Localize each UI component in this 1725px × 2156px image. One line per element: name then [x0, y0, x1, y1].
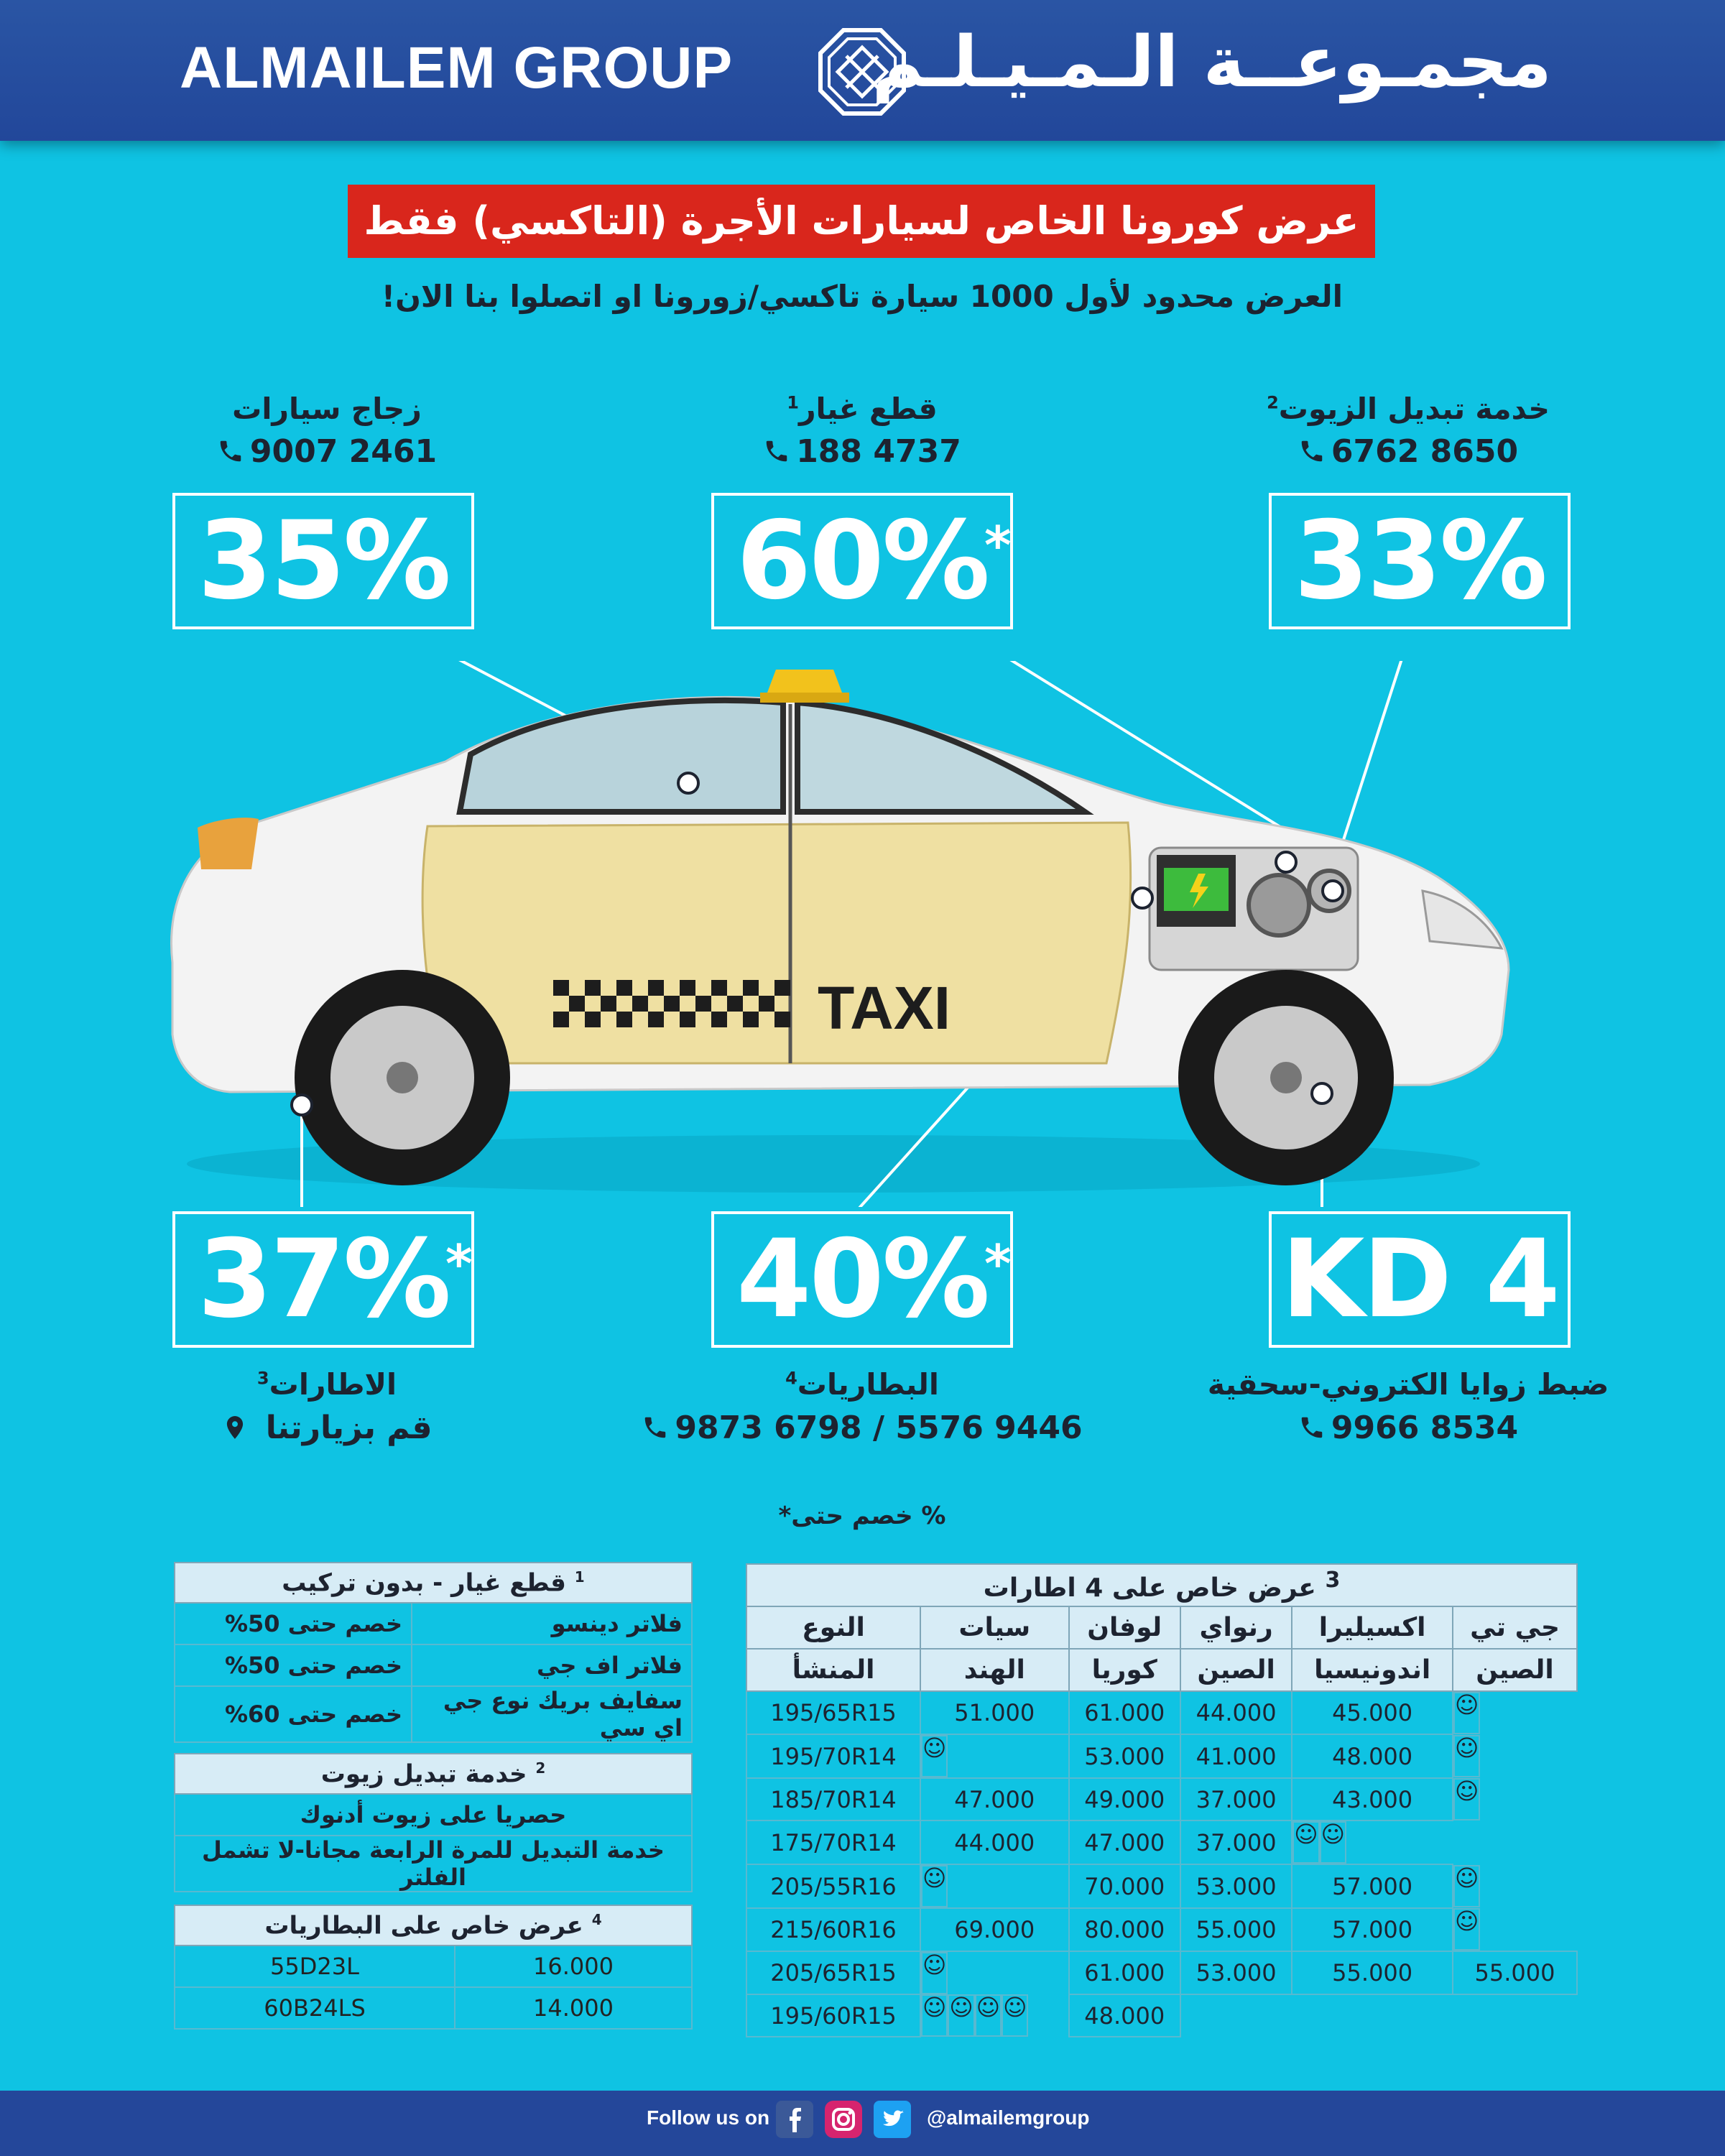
table-header: لوفان [1069, 1606, 1180, 1649]
table-header: الصين [1453, 1649, 1577, 1691]
table-cell: 215/60R16 [746, 1908, 920, 1951]
table-cell: حصريا على زيوت أدنوك [175, 1794, 692, 1836]
table-cell: ☺ [921, 1735, 948, 1777]
table-cell: 80.000 [1069, 1908, 1180, 1951]
table-row [746, 1778, 1577, 1820]
table-cell: 69.000 [920, 1908, 1068, 1951]
table-row [746, 1994, 1577, 2037]
table-cell: ☺ [948, 1994, 974, 2037]
parts-table [174, 1562, 693, 1743]
table-cell: ☺ [1002, 1994, 1028, 2037]
table-header: الهند [920, 1649, 1068, 1691]
batteries-offer-phone[interactable]: 9873 6798 / 5576 9446 [611, 1410, 1114, 1446]
table-cell: ☺ [921, 1865, 948, 1907]
tires-offer-visit[interactable]: قم بزيارتنا [111, 1410, 542, 1446]
table-cell: 175/70R14 [746, 1820, 920, 1864]
tire-origin-row [746, 1649, 1577, 1691]
location-pin-icon [221, 1414, 249, 1441]
table-cell: ☺ [921, 1994, 948, 2037]
parts-offer-phone[interactable]: 188 4737 [647, 433, 1078, 470]
table-cell: ☺ [1292, 1821, 1319, 1864]
glass-discount-box: 35% [172, 493, 474, 629]
table-header: كوريا [1069, 1649, 1180, 1691]
discount-footnote: % خصم حتى* [778, 1502, 946, 1530]
phone-icon [1298, 1414, 1326, 1441]
table-cell: 55.000 [1453, 1951, 1577, 1994]
parts-offer-title: قطع غيار$^1$ [787, 392, 938, 426]
table-row [746, 1734, 1577, 1778]
footer-bar [0, 2091, 1725, 2156]
taxi-label: TAXI [818, 974, 951, 1042]
table-cell: 53.000 [1180, 1864, 1292, 1908]
table-cell: 48.000 [1292, 1734, 1453, 1778]
front-wheel [1178, 970, 1394, 1185]
tire-table-title: $^3$ عرض خاص على 4 اطارات [746, 1564, 1577, 1606]
table-cell: 45.000 [1292, 1691, 1453, 1734]
table-cell: 57.000 [1292, 1864, 1453, 1908]
table-cell: 41.000 [1180, 1734, 1292, 1778]
table-cell: 61.000 [1069, 1951, 1180, 1994]
table-cell: 14.000 [455, 1987, 692, 2029]
table-cell: خصم حتى 50% [175, 1603, 412, 1644]
table-cell: 49.000 [1069, 1778, 1180, 1820]
table-row [746, 1951, 1577, 1994]
parts-discount-box: 60% * [711, 493, 1013, 629]
table-cell: 37.000 [1180, 1820, 1292, 1864]
tires-discount-box: 37% * [172, 1211, 474, 1348]
batteries-offer-title: البطاريات$^4$ [785, 1367, 939, 1402]
table-header: جي تي [1453, 1606, 1577, 1649]
table-cell: ☺ [1453, 1692, 1480, 1734]
table-cell: 51.000 [920, 1691, 1068, 1734]
table-cell: 185/70R14 [746, 1778, 920, 1820]
oil-table-title: $^2$ خدمة تبديل زيوت [175, 1754, 692, 1794]
table-cell: خصم حتى 50% [175, 1644, 412, 1686]
oil-offer-title: خدمة تبديل الزيوت$^2$ [1267, 392, 1550, 426]
table-cell: فلاتر دينسو [412, 1603, 692, 1644]
phone-icon [217, 438, 244, 465]
alignment-price-box: KD 4 [1269, 1211, 1571, 1348]
tire-brand-row [746, 1606, 1577, 1649]
table-cell: ☺ [921, 1952, 948, 1994]
alignment-offer-title: ضبط زوايا الكتروني-سحقية [1207, 1367, 1609, 1402]
glass-offer-phone[interactable]: 9007 2461 [111, 433, 542, 470]
oil-discount-box: 33% [1269, 493, 1571, 629]
table-cell: 44.000 [1180, 1691, 1292, 1734]
table-cell: 43.000 [1292, 1778, 1453, 1820]
table-cell: 195/65R15 [746, 1691, 920, 1734]
table-cell: 44.000 [920, 1820, 1068, 1864]
table-cell: 55.000 [1292, 1951, 1453, 1994]
table-header: اندونيسيا [1292, 1649, 1453, 1691]
social-handle[interactable]: @almailemgroup [927, 2106, 1090, 2129]
table-row [746, 1864, 1577, 1908]
table-row [746, 1691, 1577, 1734]
table-cell: خصم حتى 60% [175, 1686, 412, 1742]
phone-icon [763, 438, 790, 465]
table-cell: ☺ [1320, 1821, 1346, 1864]
table-cell: 16.000 [455, 1946, 692, 1987]
instagram-icon[interactable] [825, 2101, 862, 2138]
table-cell: 47.000 [1069, 1820, 1180, 1864]
table-cell: ☺ [1453, 1908, 1480, 1951]
table-cell: 205/55R16 [746, 1864, 920, 1908]
table-cell: سفايف بريك نوع جي اي سي [412, 1686, 692, 1742]
phone-icon [642, 1414, 669, 1441]
table-cell: 55.000 [1180, 1908, 1292, 1951]
table-row [746, 1908, 1577, 1951]
twitter-icon[interactable] [874, 2101, 911, 2138]
offer-subtitle: العرض محدود لأول 1000 سيارة تاكسي/زورونا او اتصلوا بنا الان! [381, 279, 1344, 314]
table-cell: 48.000 [1069, 1994, 1180, 2037]
brand-name-arabic: مجمـوعــة الـمـيـلـم [871, 22, 1552, 103]
table-header: النوع [746, 1606, 920, 1649]
offer-banner: عرض كورونا الخاص لسيارات الأجرة (التاكسي) فقط [348, 185, 1375, 258]
table-cell: 205/65R15 [746, 1951, 920, 1994]
table-cell: ☺ [975, 1994, 1002, 2037]
tires-offer-title: الاطارات$^3$ [256, 1367, 397, 1402]
table-cell: ☺ [1453, 1778, 1480, 1820]
facebook-icon[interactable] [776, 2101, 813, 2138]
table-cell: 195/60R15 [746, 1994, 920, 2037]
tire-table [746, 1563, 1578, 2037]
oil-offer-phone[interactable]: 6762 8650 [1193, 433, 1624, 470]
table-header: اكسيليرا [1292, 1606, 1453, 1649]
follow-us-label: Follow us on [647, 2106, 770, 2129]
brand-name-english: ALMAILEM GROUP [180, 35, 734, 101]
table-cell: ☺ [1453, 1865, 1480, 1907]
table-row [746, 1820, 1577, 1864]
taxi-car-illustration [144, 661, 1537, 1207]
table-cell: 37.000 [1180, 1778, 1292, 1820]
table-cell: فلاتر اف جي [412, 1644, 692, 1686]
table-header: سيات [920, 1606, 1068, 1649]
table-header: الصين [1180, 1649, 1292, 1691]
table-cell: 47.000 [920, 1778, 1068, 1820]
batteries-discount-box: 40% * [711, 1211, 1013, 1348]
glass-offer-title: زجاج سيارات [232, 392, 422, 426]
table-header: رنواي [1180, 1606, 1292, 1649]
table-cell: 57.000 [1292, 1908, 1453, 1951]
rear-wheel [295, 970, 510, 1185]
table-cell: ☺ [1453, 1735, 1480, 1777]
table-header: المنشأ [746, 1649, 920, 1691]
table-cell: 60B24LS [175, 1987, 455, 2029]
battery-table-title: $^4$ عرض خاص على البطاريات [175, 1905, 692, 1946]
table-cell: 195/70R14 [746, 1734, 920, 1778]
table-cell: 70.000 [1069, 1864, 1180, 1908]
table-cell: خدمة التبديل للمرة الرابعة مجانا-لا تشمل الفلتر [175, 1836, 692, 1892]
alignment-offer-phone[interactable]: 9966 8534 [1193, 1410, 1624, 1446]
table-cell: 53.000 [1069, 1734, 1180, 1778]
battery-table [174, 1905, 693, 2030]
table-cell: 55D23L [175, 1946, 455, 1987]
table-cell: 61.000 [1069, 1691, 1180, 1734]
parts-table-title: $^1$ قطع غيار - بدون تركيب [175, 1563, 692, 1603]
phone-icon [1298, 438, 1326, 465]
table-cell: 53.000 [1180, 1951, 1292, 1994]
oil-table [174, 1753, 693, 1892]
